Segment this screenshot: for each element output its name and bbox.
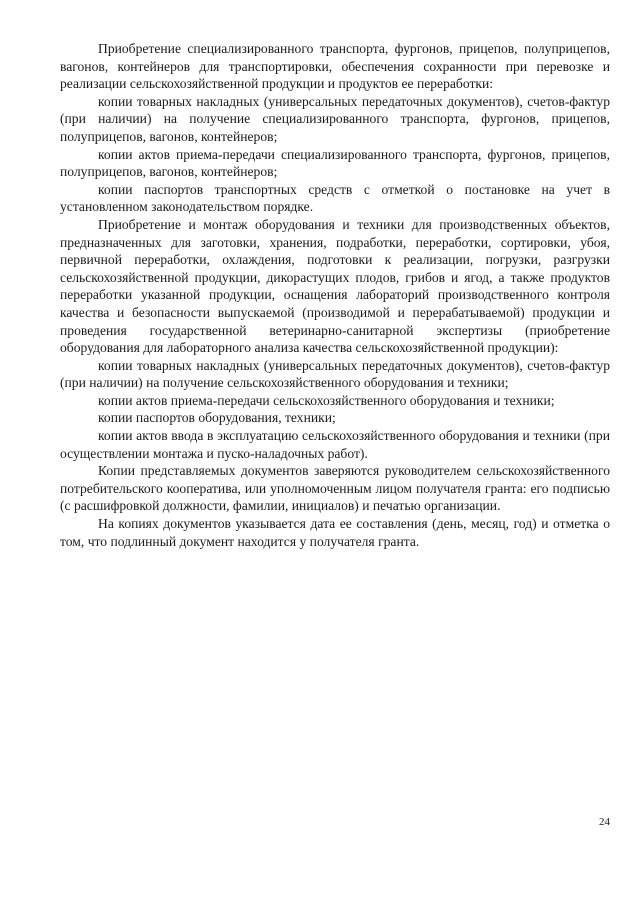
paragraph-date-note: На копиях документов указывается дата ее составления (день, месяц, год) и отметка о том, что подлинный документ находится у получателя гранта.: [60, 516, 610, 549]
paragraph-equipment-acceptance-acts: копии актов приема-передачи сельскохозяйственного оборудования и техники;: [98, 392, 555, 408]
paragraph-certification: Копии представляемых документов заверяются руководителем сельскохозяйственного потребительского кооператива, или уполномоченным лицом получателя гранта: его подписью (с расшифровкой должности, фамилии, инициалов) и печатью организации.: [60, 463, 610, 514]
paragraph-transport-acceptance-acts: копии актов приема-передачи специализированного транспорта, фургонов, прицепов, полуприцепов, вагонов, контейнеров;: [60, 146, 610, 180]
page-number: 24: [599, 816, 610, 828]
paragraph-vehicle-passports: копии паспортов транспортных средств с отметкой о постановке на учет в установленном законодательством порядке.: [60, 181, 610, 215]
document-page: [60, 40, 610, 550]
paragraph-transport-purchase: Приобретение специализированного транспорта, фургонов, прицепов, полуприцепов, вагонов, контейнеров для транспортировки, обеспечения сохранности при перевозке и реализации сельскохозяйственной продукции и продуктов ее переработки:: [60, 41, 610, 92]
paragraph-transport-invoices: копии товарных накладных (универсальных передаточных документов), счетов-фактур (при наличии) на получение специализированного транспорта, фургонов, прицепов, полуприцепов, вагонов, контейнеров;: [60, 93, 610, 144]
paragraph-equipment-invoices: копии товарных накладных (универсальных передаточных документов), счетов-фактур (при наличии) на получение сельскохозяйственного оборудования и техники;: [60, 357, 610, 391]
paragraph-equipment-passports: копии паспортов оборудования, техники;: [98, 410, 336, 426]
paragraph-equipment-purchase: Приобретение и монтаж оборудования и техники для производственных объектов, предназначенных для заготовки, хранения, подработки, переработки, сортировки, убоя, первичной переработки, охлаждения, подготовки к реализации, погрузки, разгрузки сельскохозяйственной продукции, дикорастущих плодов, грибов и ягод, а также продуктов переработки указанной продукции, оснащения лабораторий производственного контроля качества и безопасности выпускаемой (производимой и перерабатываемой) продукции и проведения государственной ветеринарно-санитарной экспертизы (приобретение оборудования для лабораторного анализа качества сельскохозяйственной продукции):: [60, 216, 610, 356]
paragraph-commissioning-acts: копии актов ввода в эксплуатацию сельскохозяйственного оборудования и техники (при осуществлении монтажа и пуско-наладочных работ).: [60, 428, 610, 461]
